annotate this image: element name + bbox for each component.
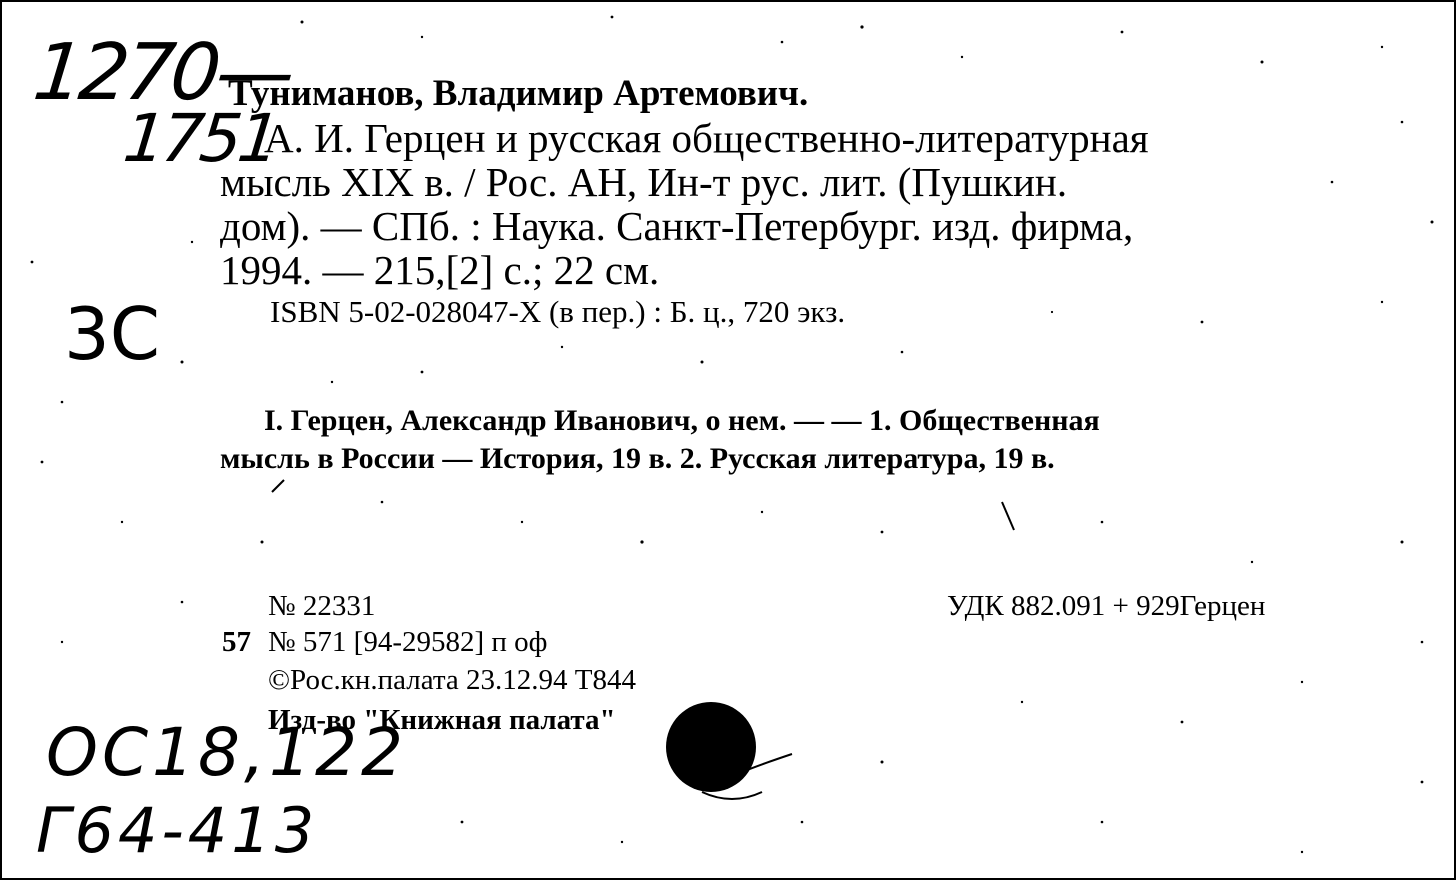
isbn-line: ISBN 5-02-028047-X (в пер.) : Б. ц., 720 экз. bbox=[270, 294, 846, 329]
title-line: А. И. Герцен и русская общественно-литературная bbox=[264, 115, 1149, 161]
title-line: мысль XIX в. / Рос. АН, Ин-т рус. лит. (Пушкин. bbox=[220, 159, 1068, 205]
ink-stamp-dot bbox=[666, 702, 756, 792]
publisher-line: Изд-во "Книжная палата" bbox=[268, 704, 616, 736]
record-number: № 22331 bbox=[268, 590, 376, 622]
prefix-number: 57 bbox=[222, 626, 251, 658]
subject-line: I. Герцен, Александр Иванович, о нем. — — 1. Общественная bbox=[264, 404, 1100, 437]
title-line: 1994. — 215,[2] с.; 22 см. bbox=[220, 247, 660, 293]
subject-line: мысль в России — История, 19 в. 2. Русская литература, 19 в. bbox=[220, 442, 1055, 475]
udk-classification: УДК 882.091 + 929Герцен bbox=[947, 590, 1266, 622]
second-number: № 571 [94-29582] п оф bbox=[268, 626, 548, 658]
handwritten-mark-3c: 3С bbox=[64, 292, 161, 376]
handwritten-shelf-code: ОС18,122 bbox=[46, 714, 407, 791]
title-line: дом). — СПб. : Наука. Санкт-Петербург. изд. фирма, bbox=[220, 203, 1134, 249]
author-heading: Туниманов, Владимир Артемович. bbox=[228, 73, 809, 114]
handwritten-inventory-code: Г64-413 bbox=[36, 794, 319, 867]
handwritten-call-number-bottom: 1751 bbox=[119, 100, 281, 177]
handwritten-call-number-top: 1270— bbox=[29, 28, 296, 118]
copyright-line: ©Рос.кн.палата 23.12.94 Т844 bbox=[268, 664, 636, 696]
